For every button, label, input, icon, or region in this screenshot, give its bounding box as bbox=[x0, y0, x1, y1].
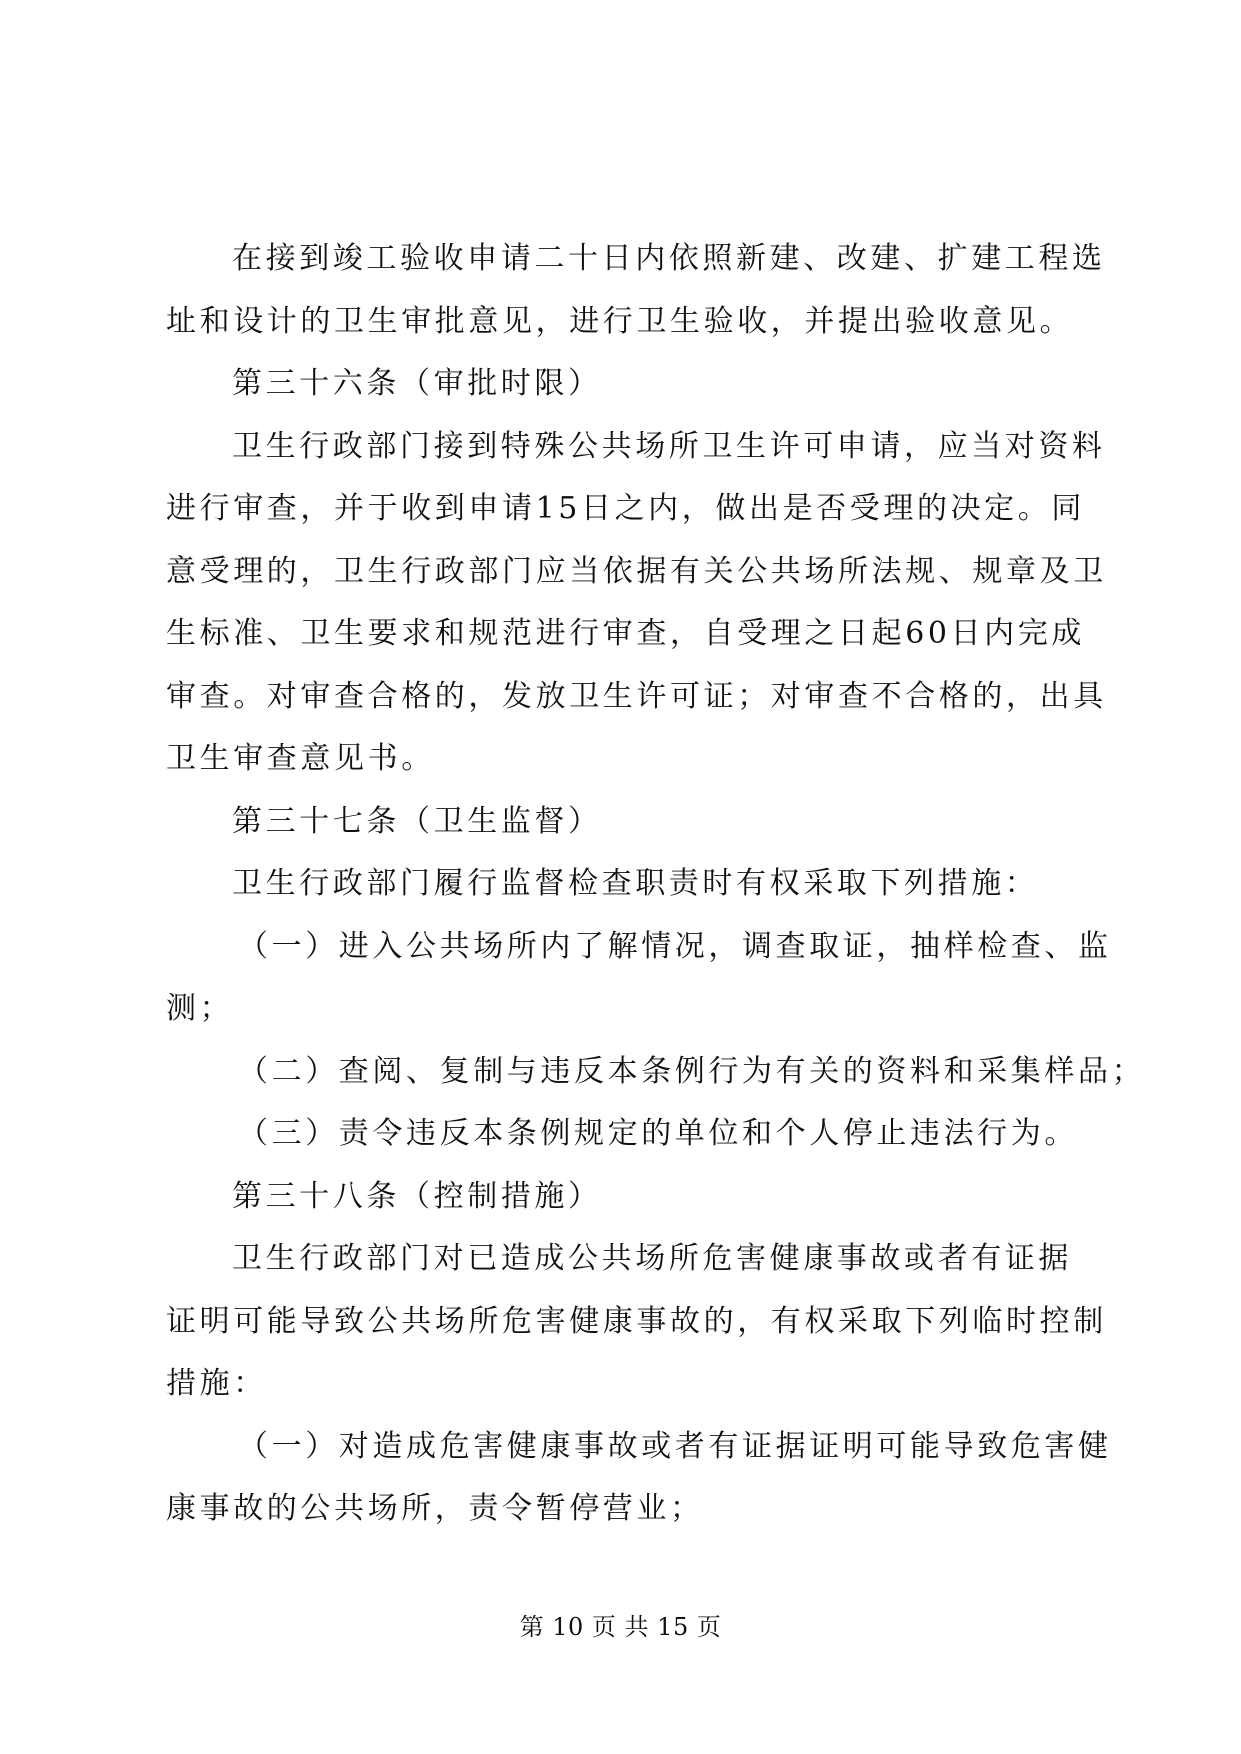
document-body bbox=[166, 228, 1146, 1541]
paragraph-line: 意受理的，卫生行政部门应当依据有关公共场所法规、规章及卫 bbox=[166, 553, 1107, 589]
page-number-footer: 第 10 页 共 15 页 bbox=[519, 1613, 722, 1641]
paragraph-line: 卫生行政部门履行监督检查职责时有权采取下列措施： bbox=[232, 866, 1039, 901]
paragraph-line: 措施： bbox=[166, 1366, 267, 1401]
paragraph-line: 卫生行政部门对已造成公共场所危害健康事故或者有证据 bbox=[232, 1241, 1072, 1276]
paragraph-line: 康事故的公共场所，责令暂停营业； bbox=[166, 1491, 704, 1526]
list-item: （一）对造成危害健康事故或者有证据证明可能导致危害健 bbox=[238, 1428, 1112, 1464]
paragraph-line: 卫生行政部门接到特殊公共场所卫生许可申请，应当对资料 bbox=[232, 428, 1106, 464]
paragraph-line: 证明可能导致公共场所危害健康事故的，有权采取下列临时控制 bbox=[166, 1303, 1107, 1339]
paragraph-line: 测； bbox=[166, 991, 234, 1026]
list-item: （一）进入公共场所内了解情况，调查取证，抽样检查、监 bbox=[238, 928, 1112, 964]
paragraph-line: 进行审查，并于收到申请15日之内，做出是否受理的决定。同 bbox=[166, 491, 1085, 526]
paragraph-line: 审查。对审查合格的，发放卫生许可证；对审查不合格的，出具 bbox=[166, 678, 1107, 714]
article-heading: 第三十六条（审批时限） bbox=[232, 366, 602, 401]
paragraph-line: 在接到竣工验收申请二十日内依照新建、改建、扩建工程选 bbox=[232, 241, 1106, 276]
article-heading: 第三十八条（控制措施） bbox=[232, 1178, 602, 1214]
paragraph-line: 生标准、卫生要求和规范进行审查，自受理之日起60日内完成 bbox=[166, 616, 1085, 651]
article-heading: 第三十七条（卫生监督） bbox=[232, 803, 602, 839]
paragraph-line: 址和设计的卫生审批意见，进行卫生验收，并提出验收意见。 bbox=[166, 303, 1074, 339]
paragraph-line: 卫生审查意见书。 bbox=[166, 741, 435, 776]
list-item: （三）责令违反本条例规定的单位和个人停止违法行为。 bbox=[238, 1116, 1078, 1151]
list-item: （二）查阅、复制与违反本条例行为有关的资料和采集样品； bbox=[238, 1053, 1146, 1089]
